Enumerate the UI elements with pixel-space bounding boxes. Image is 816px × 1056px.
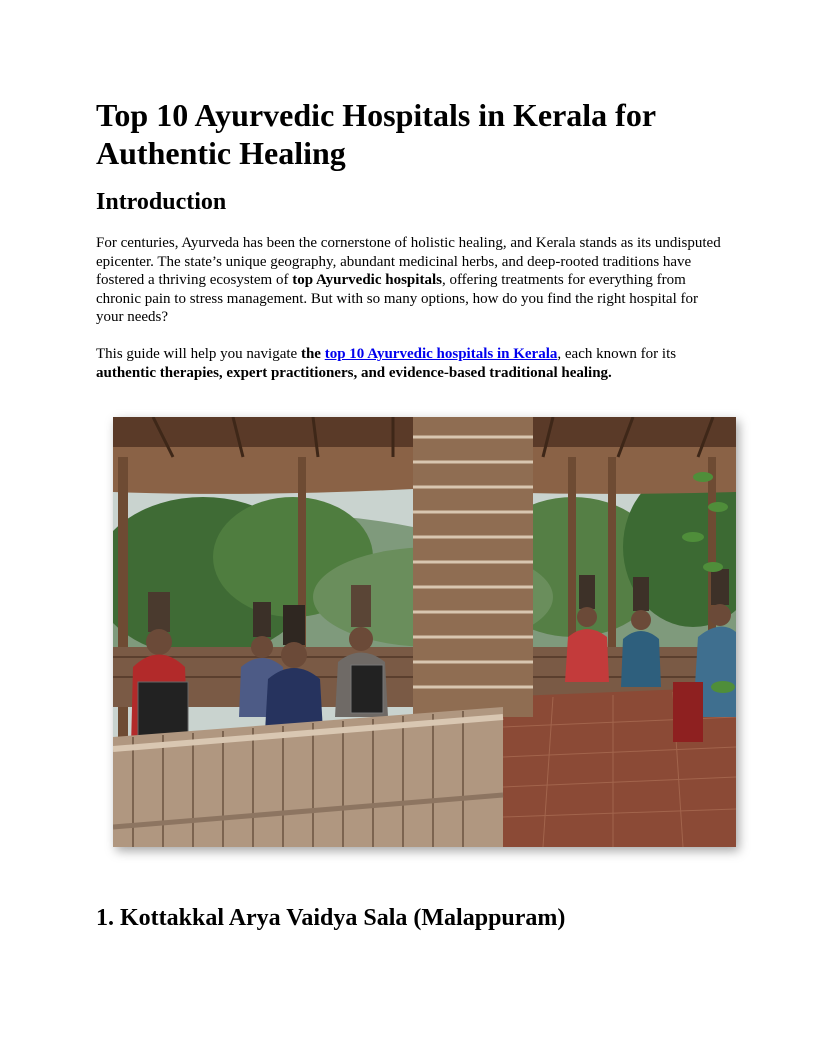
guide-bold-2: authentic therapies, expert practitioners, and evidence-based traditional healing. <box>96 364 612 381</box>
ayurveda-treatment-photo <box>113 417 736 847</box>
intro-paragraph <box>96 234 726 327</box>
guide-paragraph <box>96 345 726 382</box>
page-title: Top 10 Ayurvedic Hospitals in Kerala for Authentic Healing <box>96 97 656 171</box>
intro-bold-text: top Ayurvedic hospitals <box>292 272 442 288</box>
guide-bold-1: the <box>300 346 325 362</box>
intro-text-1: For centuries, Ayurveda has been the cornerstone of holistic healing, and Kerala stands as its undisputed epicenter. The state’s unique geography, abundant medicinal herbs, and deep-rooted traditions have fostered a thriving ecosystem of <box>96 235 721 288</box>
intro-text-2: , offering treatments for everything from chronic pain to stress management. But with so many options, how do you find the right hospital for your needs? <box>96 272 698 325</box>
top-10-hospitals-link[interactable]: top 10 Ayurvedic hospitals in Kerala <box>324 346 558 362</box>
guide-text-2: , each known for its <box>557 346 677 362</box>
guide-text-1: This guide will help you navigate <box>96 346 301 362</box>
section-heading-kottakkal: 1. Kottakkal Arya Vaidya Sala (Malappuram) <box>96 905 566 931</box>
document-body <box>96 96 726 381</box>
intro-heading: Introduction <box>96 189 227 215</box>
